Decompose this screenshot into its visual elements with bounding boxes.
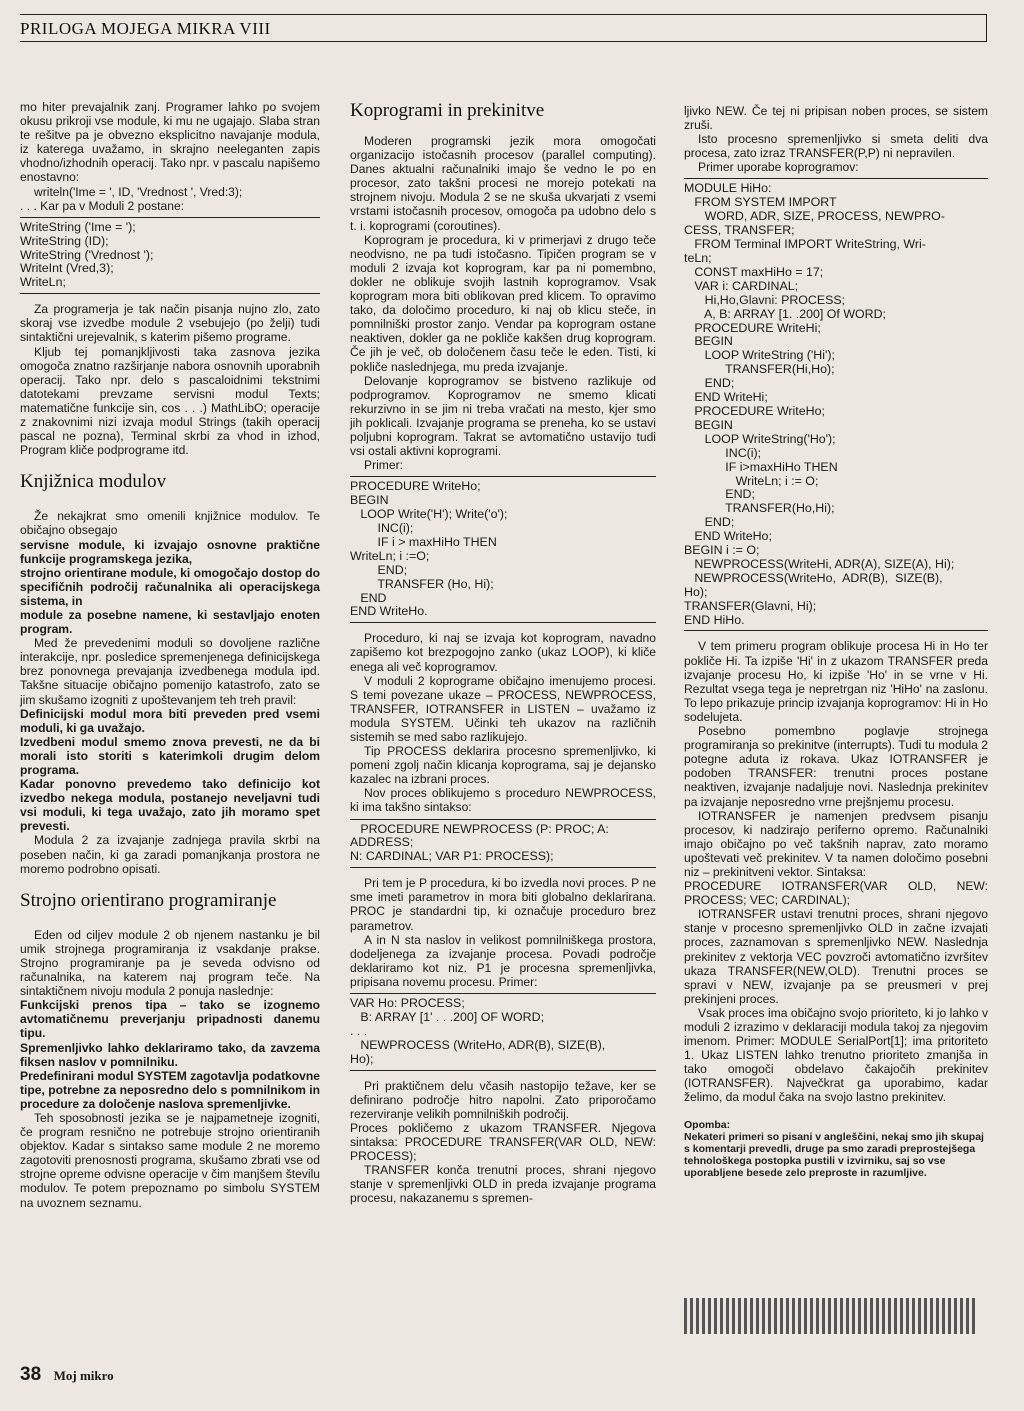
paragraph: TRANSFER konča trenutni proces, shrani njegovo stanje v spremenljivki OLD in preda izvajanje programa procesu, nakazanemu s spremen- xyxy=(350,1163,656,1206)
code-block: PROCEDURE WriteHo; BEGIN LOOP Write('H'); Write('o'); INC(i); IF i > maxHiHo THEN WriteLn; i :=O; END; TRANSFER (Ho, Hi); END END WriteHo. xyxy=(350,476,656,623)
column-right xyxy=(684,104,988,1179)
paragraph: Kljub tej pomanjkljivosti taka zasnova jezika omogoča znatno razširjanje nabora osnovnih uporabnih operacij. Tako npr. delo s pascaloidnimi tekstnimi datotekami prevzame servisni modul Texts; matematične funkcije sin, cos . . .) MathLibO; operacije z znakovnimi nizi izvaja modul Strings (takih operacij pascal ne pozna), Terminal skrbi za vhod in izhod, Program kliče podprograme itd. xyxy=(20,344,320,458)
paragraph: Primer: xyxy=(364,458,403,473)
paragraph: Med že prevedenimi moduli so dovoljene različne interakcije, npr. posledice spremenjenega definicijskega brez ponovnega prevajanja izvedbenega modula ipd. Takšne situacije običajno pomenijo katastrofo, zato se jim skušamo izogniti z upoštevanjem teh treh pravil: xyxy=(20,636,320,707)
list-item: strojno orientirane module, ki omogočajo dostop do specifičnih področij računalnika ali operacijskega sistema, in xyxy=(20,565,320,608)
list-item: Funkcijski prenos tipa – tako se izognemo avtomatičnemu preverjanju pripadnosti danemu tipu. xyxy=(20,998,320,1041)
paragraph: Proces pokličemo z ukazom TRANSFER. Njegova sintaksa: PROCEDURE TRANSFER(VAR OLD, NEW: PROCESS); xyxy=(350,1120,656,1163)
code-block: PROCEDURE NEWPROCESS (P: PROC; A: ADDRESS; N: CARDINAL; VAR P1: PROCESS); xyxy=(350,819,656,869)
paragraph: Že nekajkrat smo omenili knjižnice modulov. Te običajno obsegajo xyxy=(20,509,320,538)
paragraph: Tip PROCESS deklarira procesno spremenljivko, ki pomeni zgolj način klicanja koprograma, saj je dejansko kazalec na izbrani proces. xyxy=(350,744,656,787)
decorative-bars xyxy=(684,1298,984,1334)
note-text: Nekateri primeri so pisani v angleščini, nekaj smo jih skupaj s komentarji prevedli, druge pa smo zaradi preprostejšega tehnološkega postopka pustili v izvirniku, saj so vse uporabljene besede zelo preproste in razumljive. xyxy=(684,1130,984,1179)
paragraph: V tem primeru program oblikuje procesa Hi in Ho ter pokliče Hi. Ta izpiše 'Hi' in z ukazom TRANSFER preda izvajanje procesu Ho, ki izpiše 'Ho' in se vrne v Hi. Rezultat vsega tega je nepretrgan niz 'HiHo' na zaslonu. To lepo prikazuje princip izvajanja koprogramov: Hi in Ho sodelujeta. xyxy=(684,639,988,724)
list-item: servisne module, ki izvajajo osnovne praktične funkcije programskega jezika, xyxy=(20,537,320,566)
page-header-frame xyxy=(20,14,987,42)
note-title: Opomba: xyxy=(684,1118,731,1131)
list-item: module za posebne namene, ki sestavljajo enoten program. xyxy=(20,607,320,637)
magazine-name: Moj mikro xyxy=(53,1368,114,1383)
code-block: VAR Ho: PROCESS; B: ARRAY [1' . . .200] OF WORD; . . . NEWPROCESS (WriteHo, ADR(B), SIZE(B), Ho); xyxy=(350,993,656,1071)
paragraph: Nov proces oblikujemo s proceduro NEWPROCESS, ki ima takšno sintakso: xyxy=(350,786,656,815)
paragraph: Za programerja je tak način pisanja nujno zlo, zato skoraj vse izvedbe module 2 vsebujejo (po želji) tudi sintaktični urejevalnik, s katerim pišemo programe. xyxy=(20,302,320,345)
rule-item: Izvedbeni modul smemo znova prevesti, ne da bi morali isto storiti s katerimkoli drugim delom programa. xyxy=(20,734,320,777)
paragraph: . . . Kar pa v Moduli 2 postane: xyxy=(20,198,185,213)
paragraph: V moduli 2 koprograme običajno imenujemo procesi. S temi povezane ukaze – PROCESS, NEWPROCESS, TRANSFER, IOTRANSFER in LISTEN – uvažamo iz modula SYSTEM. Učinki teh ukazov na različnih sistemih se med sabo razlikujejo. xyxy=(350,673,656,744)
paragraph: Pri praktičnem delu včasih nastopijo težave, ker se definirano področje hitro napolni. Zato priporočamo rezerviranje velikih pomnilniških področij. xyxy=(350,1078,656,1121)
paragraph: Isto procesno spremenljivko si smeta deliti dva procesa, zato izraz TRANSFER(P,P) ni nepravilen. xyxy=(684,132,988,161)
code-inline: writeln('Ime = ', ID, 'Vrednost ', Vred:3); xyxy=(34,184,243,199)
page-number: 38 xyxy=(20,1364,42,1385)
list-item: Spremenljivko lahko deklariramo tako, da zavzema fiksen naslov v pomnilniku. xyxy=(20,1040,320,1069)
section-heading: Koprogrami in prekinitve xyxy=(350,100,545,121)
paragraph: Proceduro, ki naj se izvaja kot koprogram, navadno zapišemo kot brezpogojno zanko (ukaz LOOP), ki kliče enega ali več koprogramov. xyxy=(350,631,656,674)
page-header-title: PRILOGA MOJEGA MIKRA VIII xyxy=(20,19,271,38)
paragraph: mo hiter prevajalnik zanj. Programer lahko po svojem okusu prikroji vse module, ki mu ne ugajajo. Slaba stran te rešitve pa je obvezno eksplicitno navajanje modula, iz katerega uvažamo, in skrajno neeleganten zapis vhodno/izhodnih operacij. Tako npr. v pascalu napišemo enostavno: xyxy=(20,100,320,185)
paragraph: Primer uporabe koprogramov: xyxy=(698,160,859,175)
paragraph: Pri tem je P procedura, ki bo izvedla novi proces. P ne sme imeti parametrov in mora biti globalno deklarirana. PROC je standardni tip, ki označuje proceduro brez parametrov. xyxy=(350,876,656,933)
paragraph: Posebno pomembno poglavje strojnega programiranja so prekinitve (interrupts). Tudi tu modula 2 potegne aduta iz rokava. Ukaz IOTRANSFER je podoben TRANSFER: trenutni proces postane neaktiven, izvajanje nadaljuje novi. Naslednja prekinitev pa izvajanje neposredno vrne prejšnjemu procesu. xyxy=(684,724,988,809)
page-footer xyxy=(20,1364,114,1386)
paragraph: Eden od ciljev module 2 ob njenem nastanku je bil umik strojnega programiranja iz vsakdanje prakse. Strojno programiranje pa je seveda odvisno od računalnika, na katerem naj program teče. Na sintaktičnem nivoju modula 2 ponuja naslednje: xyxy=(20,927,320,999)
paragraph: Koprogram je procedura, ki v primerjavi z drugo teče neodvisno, ne pa tudi istočasno. Tipičen program se v moduli 2 izvaja kot koprogram, kar pa ni pomembno, dokler ne oblikuje svojih lastnih koprogramov. Vsak koprogram mora biti oblikovan pred klicem. To opravimo tako, da določimo proceduro, ki naj ob klicu steče, in pomnilniški prostor zanjo. Vendar pa koprogram ostane neaktiven, dokler ga ne pokliče kakšen drug koprogram. Če jih je več, ob določenem času teče le eden. Tisti, ki pokliče naslednjega, mu preda izvajanje. xyxy=(350,232,656,374)
paragraph: ljivko NEW. Če tej ni pripisan noben proces, se sistem zruši. xyxy=(684,104,988,133)
paragraph: IOTRANSFER je namenjen predvsem pisanju procesov, ki nadzirajo periferno opremo. Računalniki imajo običajno po več takšnih naprav, zato moramo upoštevati več prekinitev. V ta namen določimo posebni niz – prekinitveni vektor. Sintaksa: xyxy=(684,808,988,879)
paragraph: Modula 2 za izvajanje zadnjega pravila skrbi na poseben način, ki ga zaradi pomanjkanja prostora ne moremo podrobno opisati. xyxy=(20,833,320,876)
rule-item: Kadar ponovno prevedemo tako definicijo kot izvedbo nekega modula, postanejo neveljavni tudi vsi moduli, ki tega uvažajo, zato jih moramo spet prevesti. xyxy=(20,777,320,834)
code-block: WriteString ('Ime = '); WriteString (ID); WriteString ('Vrednost '); WriteInt (Vred,3); WriteLn; xyxy=(20,217,320,295)
code-block: MODULE HiHo: FROM SYSTEM IMPORT WORD, ADR, SIZE, PROCESS, NEWPRO- CESS, TRANSFER; FROM Terminal IMPORT WriteString, Wri- teLn; CONST maxHiHo = 17; VAR i: CARDINAL; Hi,Ho,Glavni: PROCESS; A, B: ARRAY [1. .200] Of WORD; PROCEDURE WriteHi; BEGIN LOOP WriteString ('Hi'); TRANSFER(Hi,Ho); END; END WriteHi; PROCEDURE WriteHo; BEGIN LOOP WriteString('Ho'); INC(i); IF i>maxHiHo THEN WriteLn; i := O; END; TRANSFER(Ho,Hi); END; END WriteHo; BEGIN i := O; NEWPROCESS(WriteHi, ADR(A), SIZE(A), Hi); NEWPROCESS(WriteHo, ADR(B), SIZE(B), Ho); TRANSFER(Glavni, Hi); END HiHo. xyxy=(684,178,988,631)
section-heading: Strojno orientirano programiranje xyxy=(20,889,277,911)
paragraph: Vsak proces ima običajno svojo prioriteto, ki jo lahko v moduli 2 izrazimo v deklaraciji modula takoj za njegovim imenom. Primer: MODULE SerialPort[1]; ima pritoriteto 1. Ukaz LISTEN lahko trenutno prioriteto zmanjša in tako omogoči obdelavo čakajočih prekinitev (IOTRANSFER). Največkrat ga uporabimo, kadar želimo, da modul čaka na svojo lastno prekinitev. xyxy=(684,1005,988,1105)
column-left xyxy=(20,100,320,1210)
paragraph: IOTRANSFER ustavi trenutni proces, shrani njegovo stanje v procesno spremenljivko OLD in začne izvajati proces, zaznamovan s spremenljivko NEW. Naslednja prekinitev z vektorja VEC povzroči avtomatično izvršitev ukaza TRANSFER(NEW,OLD). Trenutni proces se spravi v NEW, izvajanje pa se preusmeri v prej prekinjeni proces. xyxy=(684,907,988,1006)
paragraph: A in N sta naslov in velikost pomnilniškega prostora, dodeljenega za izvajanje procesa. Povadi področje deklariramo kot niz. P1 je procesna spremenljivka, pripisana novemu procesu. Primer: xyxy=(350,932,656,989)
column-middle xyxy=(350,100,656,1205)
paragraph: Delovanje koprogramov se bistveno razlikuje od podprogramov. Koprogramov ne smemo klicati rekurzivno in se jim ni treba vračati na mesto, kjer smo jih poklicali. Izvajanje programa se preneha, ko se ustavi poljubni koprogram. Takrat se avtomatično ustavijo tudi vsi ostali aktivni koprogrami. xyxy=(350,373,656,459)
section-heading: Knjižnica modulov xyxy=(20,471,167,493)
paragraph: Teh sposobnosti jezika se je najpametneje izogniti, če program resnično ne potrebuje strojno orientiranih objektov. Kadar s sintakso same module 2 ne moremo zagotoviti prenosnosti programa, skušamo zbrati vse od strojne opreme odvisne operacije v čim manjšem številu modulov. Te potem prepoznamo po simbolu SYSTEM na uvoznem seznamu. xyxy=(20,1110,320,1210)
rule-item: Definicijski modul mora biti preveden pred vsemi moduli, ki ga uvažajo. xyxy=(20,706,320,735)
paragraph: PROCEDURE IOTRANSFER(VAR OLD, NEW: PROCESS; VEC; CARDINAL); xyxy=(684,879,988,908)
paragraph: Moderen programski jezik mora omogočati organizacijo istočasnih procesov (parallel computing). Danes aktualni računalniki imajo še vedno le po en procesor, zato takšni procesi ne morejo potekati na strojnem nivoju. Modula 2 se ne skuša ukvarjati z vsemi vrstami istočasnih procesov, omogoča pa udobno delo s t. i. koprogrami (coroutines). xyxy=(350,134,656,233)
list-item: Predefinirani modul SYSTEM zagotavlja podatkovne tipe, potrebne za neposredno delo s pomnilnikom in procedure za določenje naslova spremenljivke. xyxy=(20,1068,320,1111)
